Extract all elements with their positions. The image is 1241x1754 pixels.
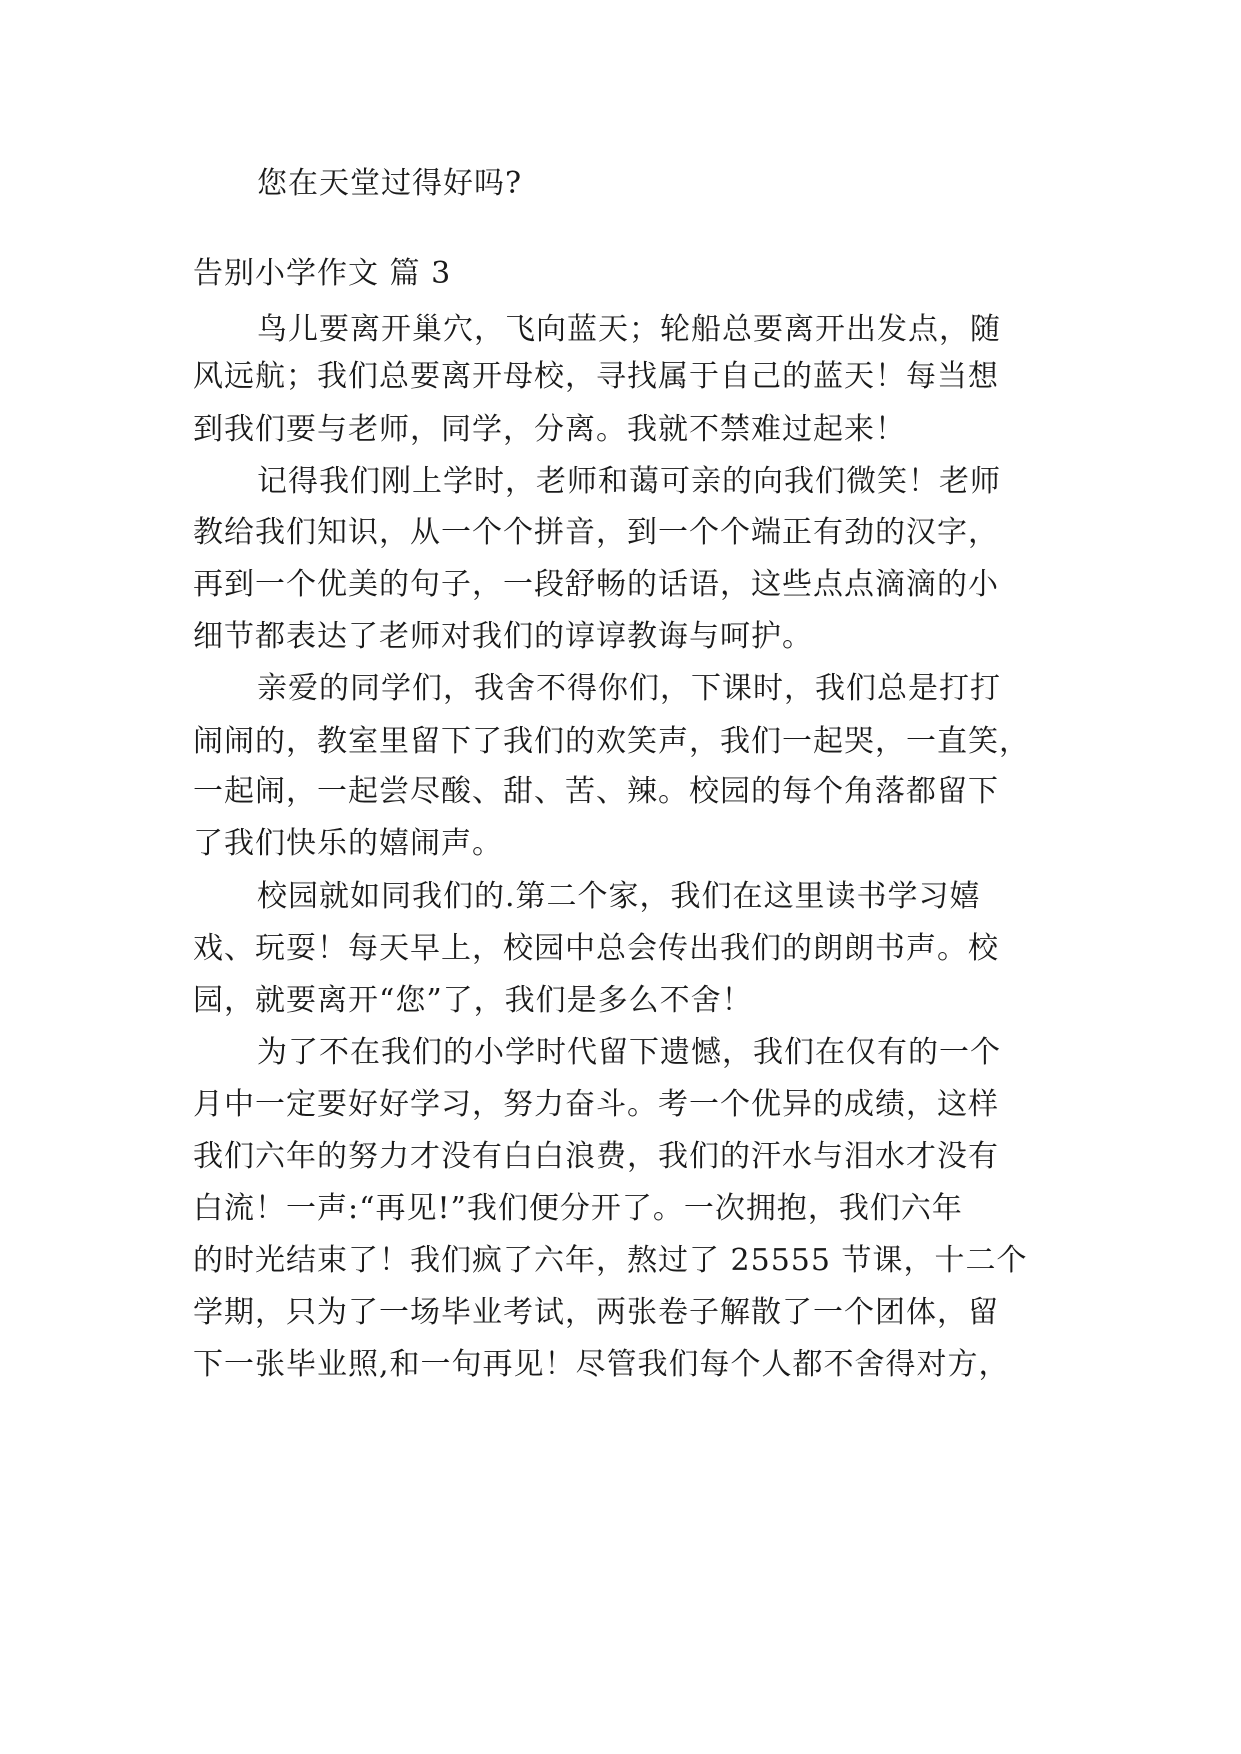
paragraph-line: 教给我们知识，从一个个拼音，到一个个端正有劲的汉字， — [193, 515, 999, 550]
paragraph-line: 的时光结束了！我们疯了六年，熬过了 25555 节课，十二个 — [193, 1243, 1028, 1278]
paragraph-line: 亲爱的同学们，我舍不得你们，下课时，我们总是打打 — [257, 671, 1001, 706]
paragraph-line: 为了不在我们的小学时代留下遗憾，我们在仅有的一个 — [257, 1035, 1001, 1070]
paragraph-line: 学期，只为了一场毕业考试，两张卷子解散了一个团体，留 — [193, 1295, 999, 1330]
paragraph-line: 白流！一声:“再见!”我们便分开了。一次拥抱，我们六年 — [193, 1191, 963, 1226]
paragraph-line: 了我们快乐的嬉闹声。 — [193, 826, 503, 861]
paragraph-line: 下一张毕业照,和一句再见！尽管我们每个人都不舍得对方， — [193, 1347, 1010, 1382]
paragraph-line: 再到一个优美的句子，一段舒畅的话语，这些点点滴滴的小 — [193, 567, 999, 602]
paragraph-line: 细节都表达了老师对我们的谆谆教诲与呵护。 — [193, 619, 813, 654]
paragraph-line: 到我们要与老师，同学，分离。我就不禁难过起来！ — [193, 412, 906, 447]
paragraph-line: 园，就要离开“您”了，我们是多么不舍！ — [193, 983, 753, 1018]
paragraph-line: 戏、玩耍！每天早上，校园中总会传出我们的朗朗书声。校 — [193, 931, 999, 966]
paragraph-line: 校园就如同我们的.第二个家，我们在这里读书学习嬉 — [257, 879, 981, 914]
top-line: 您在天堂过得好吗? — [257, 166, 523, 201]
paragraph-line: 风远航；我们总要离开母校，寻找属于自己的蓝天！每当想 — [193, 359, 999, 394]
paragraph-line: 我们六年的努力才没有白白浪费，我们的汗水与泪水才没有 — [193, 1139, 999, 1174]
paragraph-line: 月中一定要好好学习，努力奋斗。考一个优异的成绩，这样 — [193, 1087, 999, 1122]
paragraph-line: 闹闹的，教室里留下了我们的欢笑声，我们一起哭，一直笑， — [193, 724, 1030, 759]
paragraph-line: 记得我们刚上学时，老师和蔼可亲的向我们微笑！老师 — [257, 464, 1001, 499]
paragraph-line: 一起闹，一起尝尽酸、甜、苦、辣。校园的每个角落都留下 — [193, 774, 999, 809]
section-heading: 告别小学作文 篇 3 — [193, 256, 452, 291]
paragraph-line: 鸟儿要离开巢穴，飞向蓝天；轮船总要离开出发点，随 — [257, 312, 1001, 347]
